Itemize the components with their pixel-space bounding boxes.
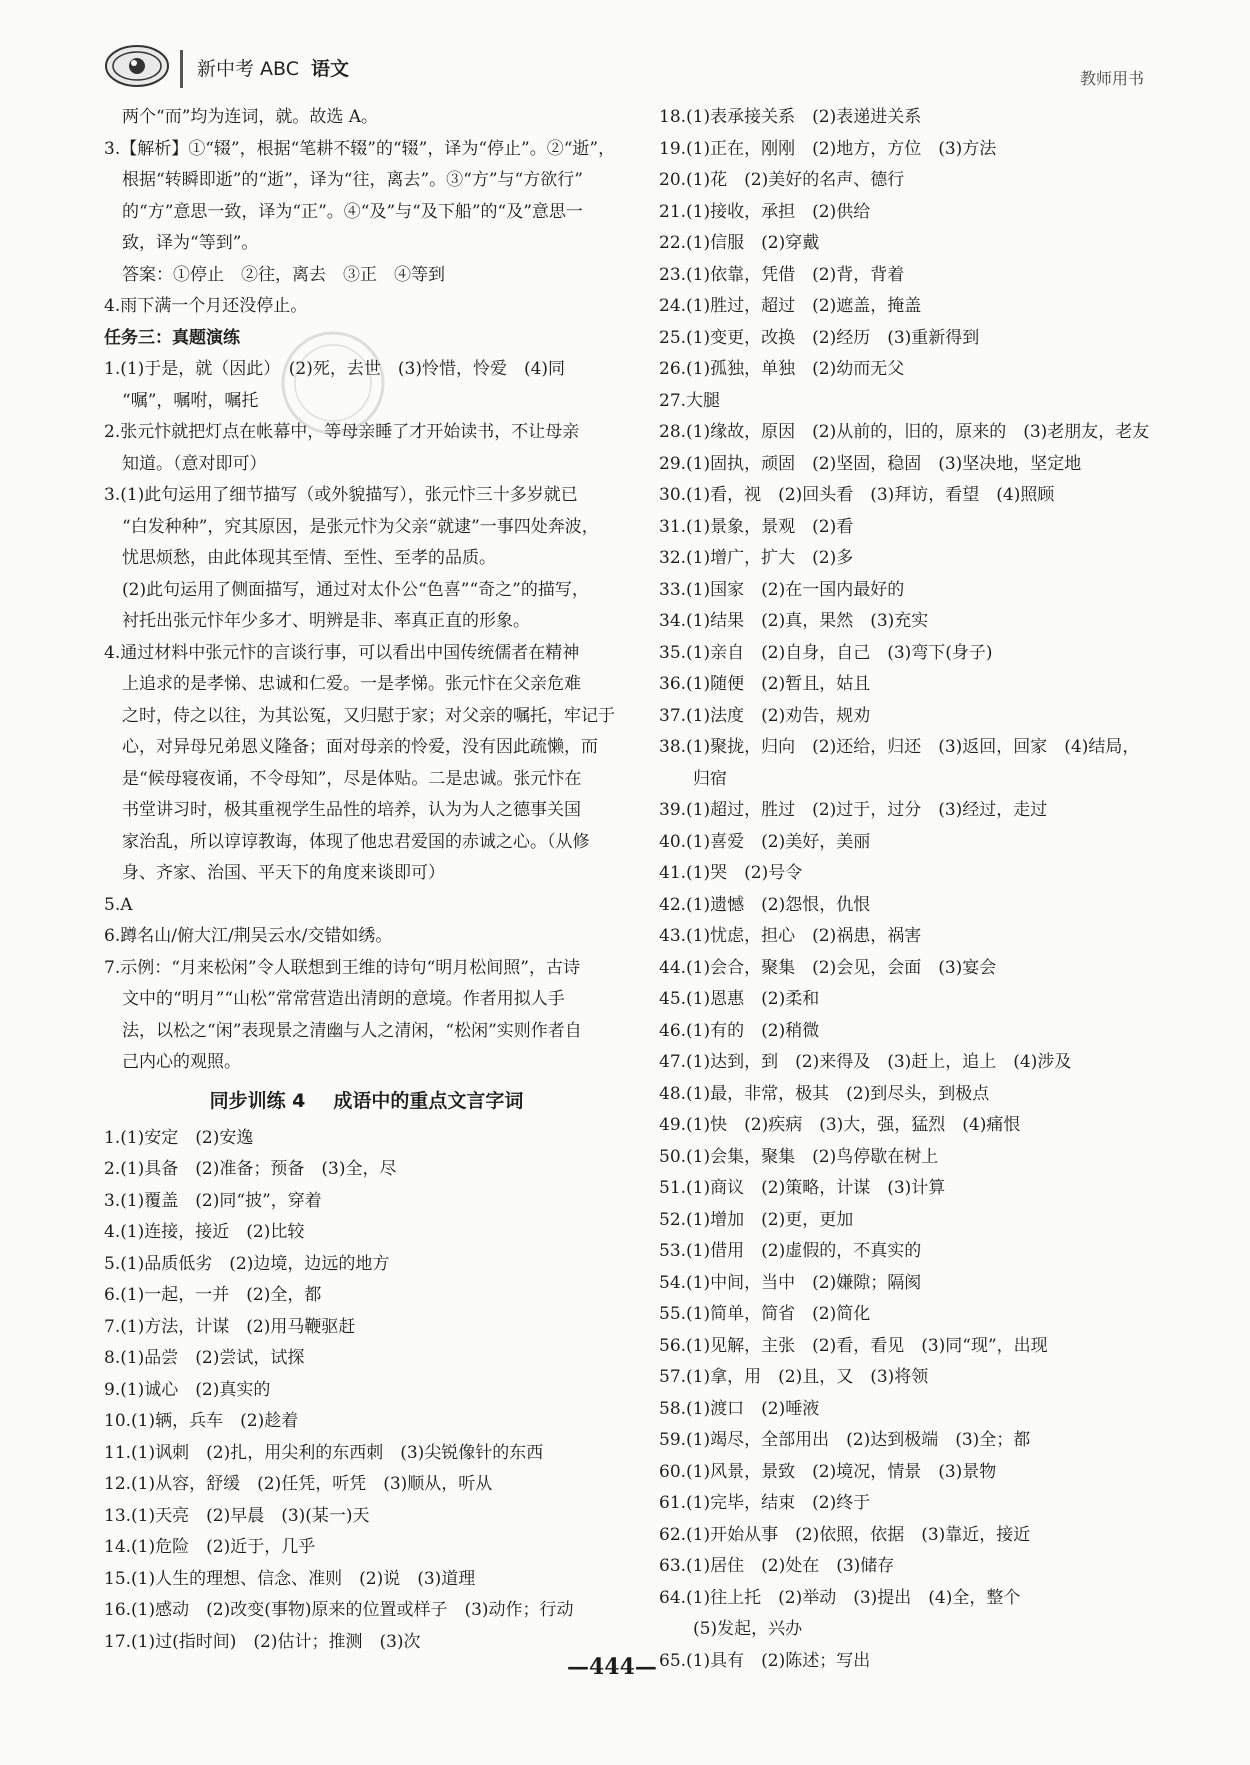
answer-line: 26.(1)孤独，单独 (2)幼而无父	[659, 359, 905, 379]
answer-line: 10.(1)辆，兵车 (2)趁着	[104, 1411, 299, 1431]
answer-line: “白发种种”，究其原因，是张元忭为父亲“就逮”一事四处奔波，	[122, 516, 599, 537]
answer-line: 25.(1)变更，改换 (2)经历 (3)重新得到	[659, 327, 980, 348]
answer-line: 心，对异母兄弟恩义隆备；面对母亲的怜爱，没有因此疏懒，而	[122, 737, 598, 757]
answer-line: 46.(1)有的 (2)稍微	[659, 1020, 820, 1041]
answer-line: 59.(1)竭尽，全部用出 (2)达到极端 (3)全；都	[659, 1430, 1031, 1450]
answer-line: 6.(1)一起，一并 (2)全，都	[104, 1285, 322, 1305]
answer-line: 56.(1)见解，主张 (2)看，看见 (3)同“现”，出现	[659, 1335, 1048, 1356]
answer-line: 5.A	[104, 894, 133, 915]
answer-line: 41.(1)哭 (2)号令	[659, 863, 803, 883]
answer-line: 知道。（意对即可）	[122, 453, 267, 474]
left-column	[104, 102, 629, 1658]
answer-line: “嘱”，嘱咐，嘱托	[122, 390, 259, 411]
answer-line: 36.(1)随便 (2)暂且，姑且	[659, 674, 871, 694]
answer-line: 法，以松之“闲”表现景之清幽与人之清闲，“松闲”实则作者自	[122, 1020, 582, 1041]
answer-line: 63.(1)居住 (2)处在 (3)储存	[659, 1556, 895, 1576]
answer-line: 16.(1)感动 (2)改变(事物)原来的位置或样子 (3)动作；行动	[104, 1600, 574, 1620]
answer-line: 21.(1)接收，承担 (2)供给	[659, 201, 871, 222]
answer-line: 己内心的观照。	[122, 1052, 241, 1072]
audience-label: 教师用书	[1080, 69, 1145, 88]
answer-line: 27.大腿	[659, 390, 721, 411]
answer-line: 35.(1)亲自 (2)自身，自己 (3)弯下(身子)	[659, 642, 993, 663]
answer-line: 4.雨下满一个月还没停止。	[104, 296, 308, 316]
answer-line: 51.(1)商议 (2)策略，计谋 (3)计算	[659, 1178, 946, 1198]
answer-line: 42.(1)遗憾 (2)怨恨，仇恨	[659, 894, 871, 915]
answer-line: 34.(1)结果 (2)真，果然 (3)充实	[659, 611, 929, 631]
answer-line: 6.蹲名山/俯大江/荆吴云水/交错如绣。	[104, 926, 393, 946]
answer-line: 57.(1)拿，用 (2)且，又 (3)将领	[659, 1367, 929, 1387]
book-title	[197, 54, 349, 81]
answer-line: 3.(1)此句运用了细节描写（或外貌描写），张元忭三十多岁就已	[104, 485, 578, 505]
answer-line: 根据“转瞬即逝”的“逝”，译为“往，离去”。③“方”与“方欲行”	[122, 170, 583, 190]
section-heading	[104, 1079, 629, 1123]
answer-line: 15.(1)人生的理想、信念、准则 (2)说 (3)道理	[104, 1568, 476, 1589]
answer-line: 29.(1)固执，顽固 (2)坚固，稳固 (3)坚决地，坚定地	[659, 453, 1082, 474]
section-number: 同步训练 4	[209, 1089, 306, 1112]
answer-line: 37.(1)法度 (2)劝告，规劝	[659, 705, 871, 726]
answer-line: 两个“而”均为连词，就。故选 A。	[122, 107, 379, 127]
answer-line: 50.(1)会集，聚集 (2)鸟停歇在树上	[659, 1146, 939, 1167]
publisher-logo-icon	[104, 44, 170, 88]
answer-line: 的“方”意思一致，译为“正”。④“及”与“及下船”的“及”意思一	[122, 201, 583, 222]
answer-line: 11.(1)讽刺 (2)扎，用尖利的东西刺 (3)尖锐像针的东西	[104, 1442, 544, 1463]
answer-line: 55.(1)简单，简省 (2)简化	[659, 1304, 871, 1324]
answer-line: 33.(1)国家 (2)在一国内最好的	[659, 579, 905, 600]
answer-line: 53.(1)借用 (2)虚假的，不真实的	[659, 1241, 922, 1261]
answer-line: 衬托出张元忭年少多才、明辨是非、率真正直的形象。	[122, 611, 530, 631]
answer-line: 24.(1)胜过，超过 (2)遮盖，掩盖	[659, 296, 922, 316]
book-series: 新中考 ABC	[197, 58, 300, 80]
book-subject: 语文	[311, 58, 350, 80]
answer-line: 38.(1)聚拢，归向 (2)还给，归还 (3)返回，回家 (4)结局，	[659, 737, 1140, 757]
answer-line: 32.(1)增广，扩大 (2)多	[659, 548, 854, 568]
answer-line: 31.(1)景象，景观 (2)看	[659, 516, 854, 537]
answer-line: 4.(1)连接，接近 (2)比较	[104, 1222, 305, 1242]
answer-line: 62.(1)开始从事 (2)依照，依据 (3)靠近，接近	[659, 1524, 1031, 1545]
answer-line: 1.(1)于是，就（因此） (2)死，去世 (3)怜惜，怜爱 (4)同	[104, 359, 566, 379]
answer-line: 61.(1)完毕，结束 (2)终于	[659, 1493, 871, 1513]
answer-line: 1.(1)安定 (2)安逸	[104, 1127, 254, 1148]
answer-line: 17.(1)过(指时间) (2)估计；推测 (3)次	[104, 1631, 421, 1652]
answer-line: 3.【解析】①“辍”，根据“笔耕不辍”的“辍”，译为“停止”。②“逝”，	[104, 138, 616, 159]
answer-line: 20.(1)花 (2)美好的名声、德行	[659, 170, 905, 190]
answer-line: 18.(1)表承接关系 (2)表递进关系	[659, 107, 922, 127]
answer-line: 3.(1)覆盖 (2)同“披”，穿着	[104, 1190, 322, 1211]
answer-line: 5.(1)品质低劣 (2)边境，边远的地方	[104, 1253, 390, 1274]
answer-line: 2.(1)具备 (2)准备；预备 (3)全，尽	[104, 1159, 397, 1179]
answer-line: 之时，侍之以往，为其讼冤，又归慰于家；对父亲的嘱托，牢记于	[122, 705, 615, 726]
answer-line: 30.(1)看，视 (2)回头看 (3)拜访，看望 (4)照顾	[659, 485, 1055, 505]
answer-line: 44.(1)会合，聚集 (2)会见，会面 (3)宴会	[659, 957, 997, 978]
answer-line: 归宿	[693, 768, 727, 789]
answer-line: 22.(1)信服 (2)穿戴	[659, 233, 820, 253]
answer-line: 书堂讲习时，极其重视学生品性的培养，认为为人之德事关国	[122, 800, 581, 820]
answer-line: 23.(1)依靠，凭借 (2)背，背着	[659, 264, 905, 285]
answer-line: 文中的“明月”“山松”常常营造出清朗的意境。作者用拟人手	[122, 989, 565, 1009]
answer-line: 39.(1)超过，胜过 (2)过于，过分 (3)经过，走过	[659, 800, 1048, 820]
section-title: 成语中的重点文言字词	[333, 1089, 524, 1112]
header-divider	[180, 50, 183, 88]
answer-line: 52.(1)增加 (2)更，更加	[659, 1209, 854, 1230]
answer-line: 致，译为“等到”。	[122, 233, 259, 253]
answer-line: (2)此句运用了侧面描写，通过对太仆公“色喜”“奇之”的描写，	[122, 579, 589, 600]
answers-part2	[104, 1123, 629, 1659]
answers-right	[659, 102, 1159, 1677]
answers-part1	[104, 102, 629, 1079]
page-number: —444—	[567, 1654, 657, 1680]
answer-line: 60.(1)风景，景致 (2)境况，情景 (3)景物	[659, 1461, 997, 1482]
answer-line: 4.通过材料中张元忭的言谈行事，可以看出中国传统儒者在精神	[104, 642, 580, 663]
answer-line: 14.(1)危险 (2)近于，几乎	[104, 1537, 316, 1557]
answer-line: 12.(1)从容，舒缓 (2)任凭，听凭 (3)顺从，听从	[104, 1474, 493, 1494]
answer-line: 58.(1)渡口 (2)唾液	[659, 1398, 820, 1419]
subsection-heading: 任务三：真题演练	[104, 327, 240, 348]
answer-line: 45.(1)恩惠 (2)柔和	[659, 989, 820, 1009]
answer-line: 答案：①停止 ②往，离去 ③正 ④等到	[122, 264, 445, 285]
answer-line: (5)发起，兴办	[693, 1619, 803, 1639]
answer-line: 40.(1)喜爱 (2)美好，美丽	[659, 831, 871, 852]
answer-line: 49.(1)快 (2)疾病 (3)大，强，猛烈 (4)痛恨	[659, 1115, 1021, 1135]
answer-line: 65.(1)具有 (2)陈述；写出	[659, 1650, 871, 1671]
answer-line: 47.(1)达到，到 (2)来得及 (3)赶上，追上 (4)涉及	[659, 1052, 1072, 1072]
answer-line: 身、齐家、治国、平天下的角度来谈即可）	[122, 863, 445, 883]
answer-line: 7.(1)方法，计谋 (2)用马鞭驱赶	[104, 1316, 356, 1337]
answer-line: 8.(1)品尝 (2)尝试，试探	[104, 1348, 305, 1368]
answer-line: 48.(1)最，非常，极其 (2)到尽头，到极点	[659, 1083, 990, 1104]
answer-line: 13.(1)天亮 (2)早晨 (3)(某一)天	[104, 1505, 370, 1526]
answer-line: 64.(1)往上托 (2)举动 (3)提出 (4)全，整个	[659, 1587, 1021, 1608]
answer-line: 7.示例：“月来松闲”令人联想到王维的诗句“明月松间照”，古诗	[104, 957, 580, 978]
right-column	[659, 102, 1159, 1677]
answer-line: 家治乱，所以谆谆教诲，体现了他忠君爱国的赤诚之心。（从修	[122, 831, 590, 852]
answer-line: 28.(1)缘故，原因 (2)从前的，旧的，原来的 (3)老朋友，老友	[659, 422, 1150, 442]
answer-line: 忧思烦愁，由此体现其至情、至性、至孝的品质。	[122, 548, 496, 568]
answer-line: 19.(1)正在，刚刚 (2)地方，方位 (3)方法	[659, 138, 997, 159]
answer-line: 54.(1)中间，当中 (2)嫌隙；隔阂	[659, 1272, 922, 1293]
answer-line: 2.张元忭就把灯点在帐幕中，等母亲睡了才开始读书，不让母亲	[104, 422, 580, 442]
answer-line: 上追求的是孝悌、忠诚和仁爱。一是孝悌。张元忭在父亲危难	[122, 674, 581, 694]
answer-line: 是“候母寝夜诵，不令母知”，尽是体贴。二是忠诚。张元忭在	[122, 768, 582, 789]
page-header	[0, 0, 1250, 100]
answer-line: 43.(1)忧虑，担心 (2)祸患，祸害	[659, 926, 922, 946]
answer-line: 9.(1)诚心 (2)真实的	[104, 1379, 271, 1400]
